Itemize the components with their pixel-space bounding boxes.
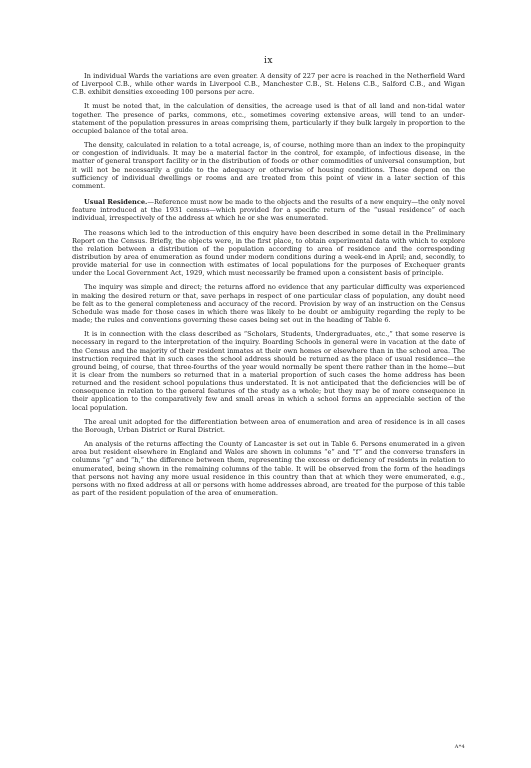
paragraph-ward-densities: In individual Wards the variations are even greater. A density of 227 per acre is reached in the Netherfield Ward of Liverpool C.B., while other wards in Liverpool C.B., Manchester C.B., St. Helens C.B., Salford C.B., and Wigan C.B. exhibit densities exceeding 100 persons per acre. xyxy=(72,72,465,97)
paragraph-density-index: The density, calculated in relation to a total acreage, is, of course, nothing more than an index to the propinquity or congestion of individuals. It may be a material factor in the control, for example, of infectious disease, in the matter of general transport facility or in the distribution of foods or other commodities of universal consumption, but it will not be necessarily a guide to the adequacy or otherwise of housing conditions. These depend on the sufficiency of individual dwellings or rooms and are treated from this point of view in a later section of this comment. xyxy=(72,141,465,190)
page-number: ix xyxy=(264,56,273,66)
signature-mark: A*4 xyxy=(454,744,465,750)
paragraph-usual-residence xyxy=(72,198,465,222)
paragraph-areal-unit: The areal unit adopted for the differentiation between area of enumeration and area of residence is in all cases the Borough, Urban District or Rural District. xyxy=(72,417,465,434)
paragraph-lancaster-analysis: An analysis of the returns affecting the County of Lancaster is set out in Table 6. Persons enumerated in a given area but resident elsewhere in England and Wales are shown in columns “e” and “f” and the converse transfers in columns “g” and “h,” the difference between them, representing the excess or deficiency of residents in relation to enumerated, being shown in the remaining columns of the table. It will be observed from the form of the headings that persons not having any more usual residence in this country than that at which they were enumerated, e.g., persons with no fixed address at all or persons with home addresses abroad, are treated for the purpose of this table as part of the resident population of the area of enumeration. xyxy=(72,440,465,498)
paragraph-inquiry: The inquiry was simple and direct; the returns afford no evidence that any particular difficulty was experienced in making the desired return or that, save perhaps in respect of one particular class of population, any doubt need be felt as to the general completeness and accuracy of the record. Provision by way of an instruction on the Census Schedule was made for those cases in which there was likely to be doubt or ambiguity regarding the reply to be made; the rules and conventions governing these cases being set out in the heading of Table 6. xyxy=(72,283,465,325)
section-heading-usual-residence: Usual Residence. xyxy=(84,198,148,207)
paragraph-scholars: It is in connection with the class described as “Scholars, Students, Undergraduates, etc.,” that some reserve is necessary in regard to the interpretation of the inquiry. Boarding Schools in general were in vacation at the date of the Census and the majority of their resident inmates at their own homes or elsewhere than in the school area. The instruction required that in such cases the school address should be returned as the place of usual residence—the ground being, of course, that three-fourths of the year would normally be spent there rather than in the home—but it is clear from the numbers so returned that in a material proportion of such cases the home address has been returned and the resident school populations thus understated. It is not anticipated that the deficiencies will be of consequence in relation to the general features of the study as a whole; but they may be of more consequence in their application to the comparatively few and small areas in which a school forms an appreciable section of the local population. xyxy=(72,330,465,412)
paragraph-reasons: The reasons which led to the introduction of this enquiry have been described in some detail in the Preliminary Report on the Census. Briefly, the objects were, in the first place, to obtain experimental data with which to explore the relation between a distribution of the population according to area of residence and the corresponding distribution by area of enumeration as found under modern conditions during a week-end in April; and, secondly, to provide material for use in connection with estimates of local populations for the purposes of Exchequer grants under the Local Government Act, 1929, which must necessarily be framed upon a consistent basis of principle. xyxy=(72,228,465,278)
paragraph-acreage-note: It must be noted that, in the calculation of densities, the acreage used is that of all land and non-tidal water together. The presence of parks, commons, etc., sometimes covering extensive areas, will tend to an under-statement of the population pressures in areas comprising them, particularly if they bulk largely in proportion to the occupied balance of the total area. xyxy=(72,102,465,135)
usual-residence-intro: —Reference must now be made to the objects and the results of a new enquiry—the only novel feature introduced at the 1931 census—which provided for a specific return of the “usual residence” of each individual, irrespectively of the address at which he or she was enumerated. xyxy=(72,198,466,223)
document-page xyxy=(72,56,465,503)
